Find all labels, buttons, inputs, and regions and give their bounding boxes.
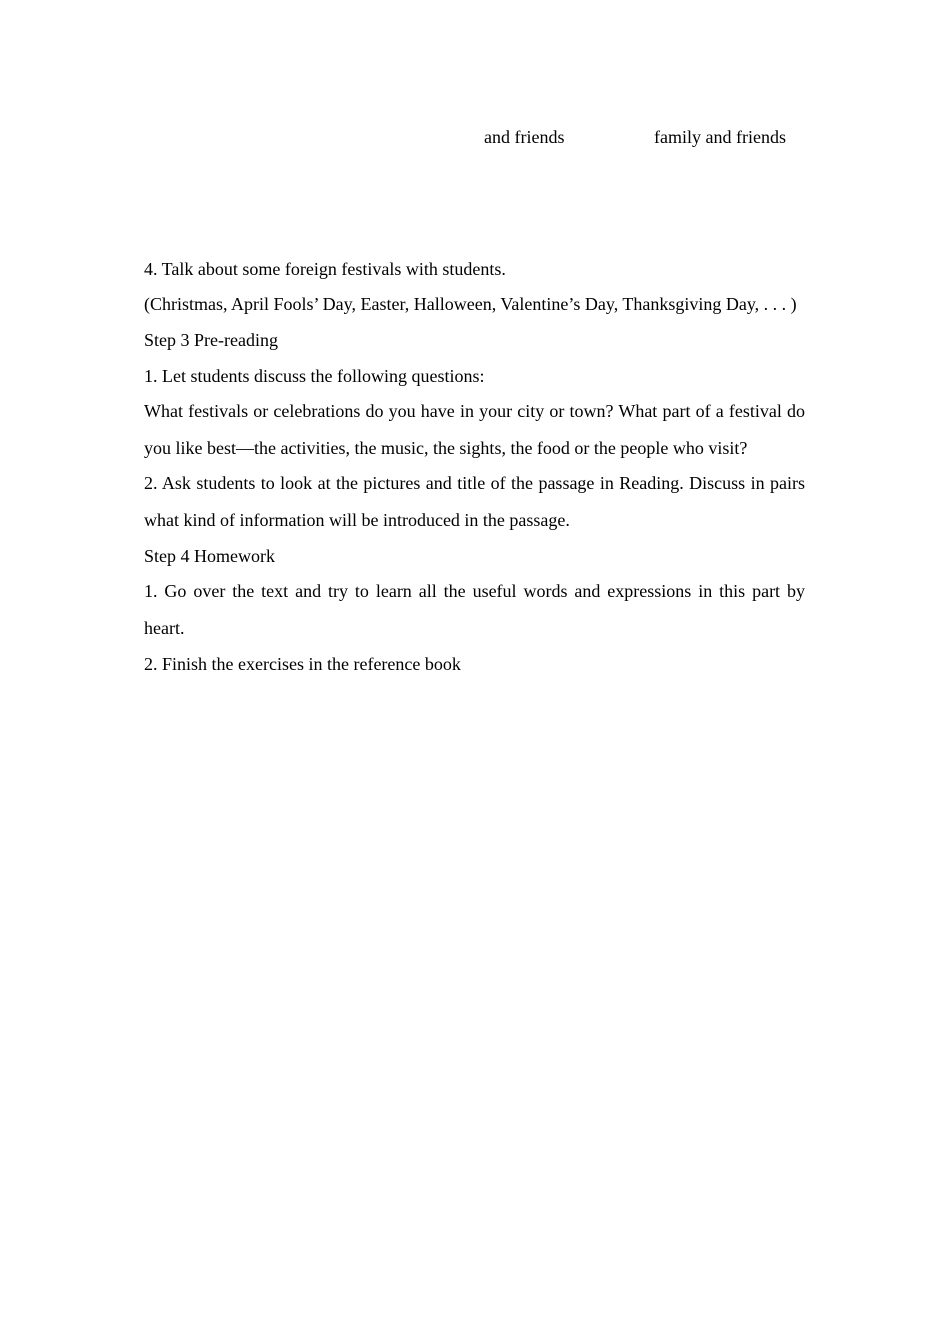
table-fragment-text: family and friends [654,127,786,147]
table-fragment-text: and friends [484,127,565,147]
discussion-questions: What festivals or celebrations do you have in your city or town? What part of a festival do you like best—the activities, the music, the sights, the food or the people who visit? [144,400,805,458]
festival-list: (Christmas, April Fools’ Day, Easter, Halloween, Valentine’s Day, Thanksgiving Day, . . . ) [144,294,797,314]
step-heading: Step 4 Homework [144,546,275,566]
activity-item: 2. Ask students to look at the pictures and title of the passage in Reading. Discuss in pairs what kind of information will be introduced in the passage. [144,473,805,530]
lesson-body [144,258,805,689]
step-heading: Step 3 Pre-reading [144,330,278,350]
activity-item: 2. Finish the exercises in the reference book [144,654,461,674]
activity-item: 1. Let students discuss the following questions: [144,365,485,386]
activity-item: 1. Go over the text and try to learn all the useful words and expressions in this part by heart. [144,581,805,638]
activity-item: 4. Talk about some foreign festivals with students. [144,259,506,279]
